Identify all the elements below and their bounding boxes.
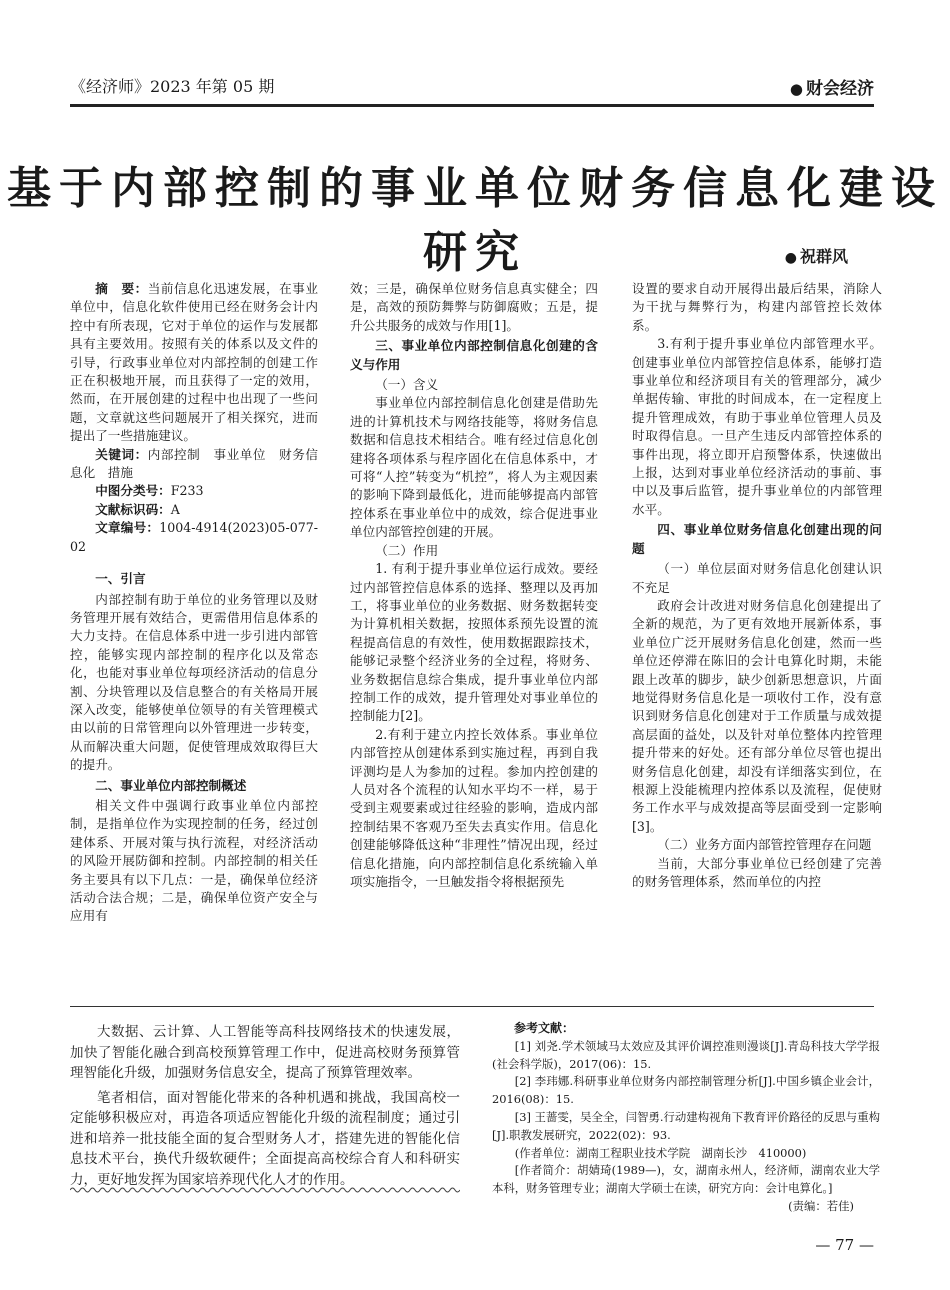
paragraph: 效；三是，确保单位财务信息真实健全；四是，高效的预防舞弊与防御腐败；五是，提升公共服务的成效与作用[1]。: [350, 281, 598, 333]
author-name: 祝群风: [799, 247, 848, 266]
previous-article-ending: [70, 1022, 460, 1194]
section-divider: [70, 1006, 874, 1007]
page-number: — 77 —: [815, 1236, 874, 1254]
paragraph: 1. 有利于提升事业单位运行成效。要经过内部管控信息体系的选择、整理以及再加工，将事业单位的业务数据、财务数据转变为计算机相关数据，按照体系预先设置的流程提高信息的有效性，使用数据跟踪技术，能够记录整个经济业务的全过程，将财务、业务数据信息综合集成，提升事业单位内部控制工作的成效，提升管理处对事业单位的控制能力[2]。: [350, 561, 598, 724]
paragraph: 大数据、云计算、人工智能等高科技网络技术的快速发展，加快了智能化融合到高校预算管理工作中，促进高校财务预算管理智能化升级，加强财务信息安全，提高了预算管理效率。: [70, 1024, 460, 1081]
paragraph: 事业单位内部控制信息化创建是借助先进的计算机技术与网络技能等，将财务信息数据和信息技术相结合。唯有经过信息化创建将各项体系与程序固化在信息体系中，才可将“人控”转变为“机控”，将人为主观因素的影响下降到最低化，进而能够提高内部管控体系在事业单位中的成效，综合促进事业单位内部管控创建的开展。: [350, 395, 598, 540]
keywords: [70, 446, 318, 483]
heading-section-4: 四、事业单位财务信息化创建出现的问题: [632, 522, 882, 556]
bullet-icon: ●: [784, 250, 797, 266]
subheading: （一）含义: [375, 377, 439, 393]
journal-issue: 《经济师》2023 年第 05 期: [70, 77, 275, 96]
subheading: （二）作用: [375, 542, 439, 558]
paragraph: 笔者相信，面对智能化带来的各种机遇和挑战，我国高校一定能够积极应对，再造各项适应智能化升级的流程制度；通过引进和培养一批技能全面的复合型财务人才，搭建先进的智能化信息技术平台，换代升级软硬件；全面提高高校综合育人和科研实力，更好地发挥为国家培养现代化人才的作用。: [70, 1089, 460, 1188]
article-number: 文章编号：1004-4914(2023)05-077-02: [70, 520, 318, 554]
abstract: [70, 280, 318, 446]
author-bio: [作者简介：胡婧琦(1989—)，女，湖南永州人，经济师，湖南农业大学本科，财务管理专业；湖南大学硕士在读，研究方向：会计电算化。]: [492, 1163, 880, 1196]
reference-item: [3] 王蔷雯，吴全全，闫智勇.行动建构视角下教育评价路径的反思与重构[J].职教发展研究，2022(02)：93.: [492, 1109, 880, 1142]
clc-code: 中图分类号：F233: [95, 483, 204, 499]
author: [785, 244, 848, 267]
header-rule: [70, 104, 874, 107]
column-3: [632, 280, 882, 891]
keywords-label: 关键词：: [95, 446, 148, 462]
paragraph: 3.有利于提升事业单位内部管理水平。创建事业单位内部管控信息体系，能够打造事业单位和经济项目有关的管理部分，减少单据传输、审批的时间成本，在一定程度上提升管理成效，有助于事业单位管理人员及时取得信息。一旦产生违反内部管控体系的事件出现，将立即开启预警体系，快速做出上报，达到对事业单位经济活动的事前、事中以及事后监管，提升事业单位的内部管理水平。: [632, 336, 882, 517]
section-text: 财会经济: [806, 79, 874, 99]
editor-note: (责编：若佳): [788, 1198, 854, 1213]
abstract-text: 当前信息化迅速发展，在事业单位中，信息化软件使用已经在财务会计内控中有所表现，它对于单位的运作与发展都具有主要效用。按照有关的体系以及文件的引导，行政事业单位对内部控制的创建工作正在积极地开展，而且获得了一定的效用，然而，在开展创建的过程中也出现了一些问题，文章就这些问题展开了相关探究，进而提出了一些措施建议。: [70, 281, 319, 444]
wavy-divider: [70, 1186, 460, 1194]
article-title: 基于内部控制的事业单位财务信息化建设研究: [7, 163, 943, 278]
paragraph: 2.有利于建立内控长效体系。事业单位内部管控从创建体系到实施过程，再到自我评测均是人为参加的过程。参加内控创建的人员对各个流程的认知水平均不一样，易于受到主观要素或过往经验的影响，造成内部控制结果不客观乃至失去真实作用。信息化创建能够降低这种“非理性”情况出现，经过信息化措施，向内部控制信息化系统输入单项实施指令，一旦触发指令将根据预先: [350, 726, 598, 889]
paragraph: 相关文件中强调行政事业单位内部控制，是指单位作为实现控制的任务，经过创建体系、开展对策与执行流程，对经济活动的风险开展防御和控制。内部控制的相关任务主要具有以下几点：一是，确保单位经济活动合法合规；二是，确保单位资产安全与应用有: [70, 797, 318, 924]
author-unit: (作者单位：湖南工程职业技术学院 湖南长沙 410000): [514, 1145, 807, 1160]
paragraph: 内部控制有助于单位的业务管理以及财务管理开展有效结合，更需借用信息体系的大力支持。在信息体系中进一步引进内部管控，能够实现内部控制的程序化以及常态化，也能对事业单位每项经济活动的信息分割、分块管理以及信息整合的有关格局开展深入改变，能够使单位领导的有关管理模式由以前的日常管理向以外管理进一步转变，从而解决重大问题，促使管理成效取得巨大的提升。: [70, 591, 318, 773]
column-1: [70, 280, 318, 926]
reference-item: [1] 刘尧.学术领域马太效应及其评价调控准则漫谈[J].青岛科技大学学报(社会科学版)，2017(06)：15.: [492, 1038, 880, 1071]
paragraph: 设置的要求自动开展得出最后结果，消除人为干扰与舞弊行为，构建内部管控长效体系。: [632, 281, 882, 333]
keywords-text: 内部控制 事业单位 财务信息化 措施: [70, 446, 319, 481]
section-label: [790, 74, 874, 99]
heading-overview: 二、事业单位内部控制概述: [95, 777, 247, 793]
paragraph: 政府会计改进对财务信息化创建提出了全新的规范，为了更有效地开展新体系，事业单位广泛开展财务信息化创建，然而一些单位还停滞在陈旧的会计电算化时期，未能跟上改革的脚步，缺少创新思想意识，片面地觉得财务信息化是一项收付工作，没有意识到财务信息化创建对于工作质量与成效提高层面的益处，以及针对单位整体内控管理提升带来的好处。还有部分单位尽管也提出财务信息化创建，却没有详细落实到位，在根源上没能梳理内控体系以及流程，促使财务工作水平与成效提高等层面受到一定影响[3]。: [632, 597, 882, 834]
column-2: [350, 280, 598, 891]
reference-item: [2] 李玮娜.科研事业单位财务内部控制管理分析[J].中国乡镇企业会计，2016(08)：15.: [492, 1074, 880, 1107]
paragraph: 当前，大部分事业单位已经创建了完善的财务管理体系，然而单位的内控: [632, 855, 882, 889]
subheading: （一）单位层面对财务信息化创建认识不充足: [632, 561, 882, 595]
references: [492, 1020, 880, 1216]
document-code: 文献标识码：A: [95, 501, 180, 517]
heading-section-3: 三、事业单位内部控制信息化创建的含义与作用: [350, 338, 598, 372]
bullet-icon: ●: [789, 80, 803, 98]
references-heading: 参考文献：: [514, 1021, 575, 1035]
abstract-label: 摘 要：: [95, 281, 148, 296]
heading-introduction: 一、引言: [95, 571, 146, 587]
subheading: （二）业务方面内部管控管理存在问题: [657, 837, 872, 853]
